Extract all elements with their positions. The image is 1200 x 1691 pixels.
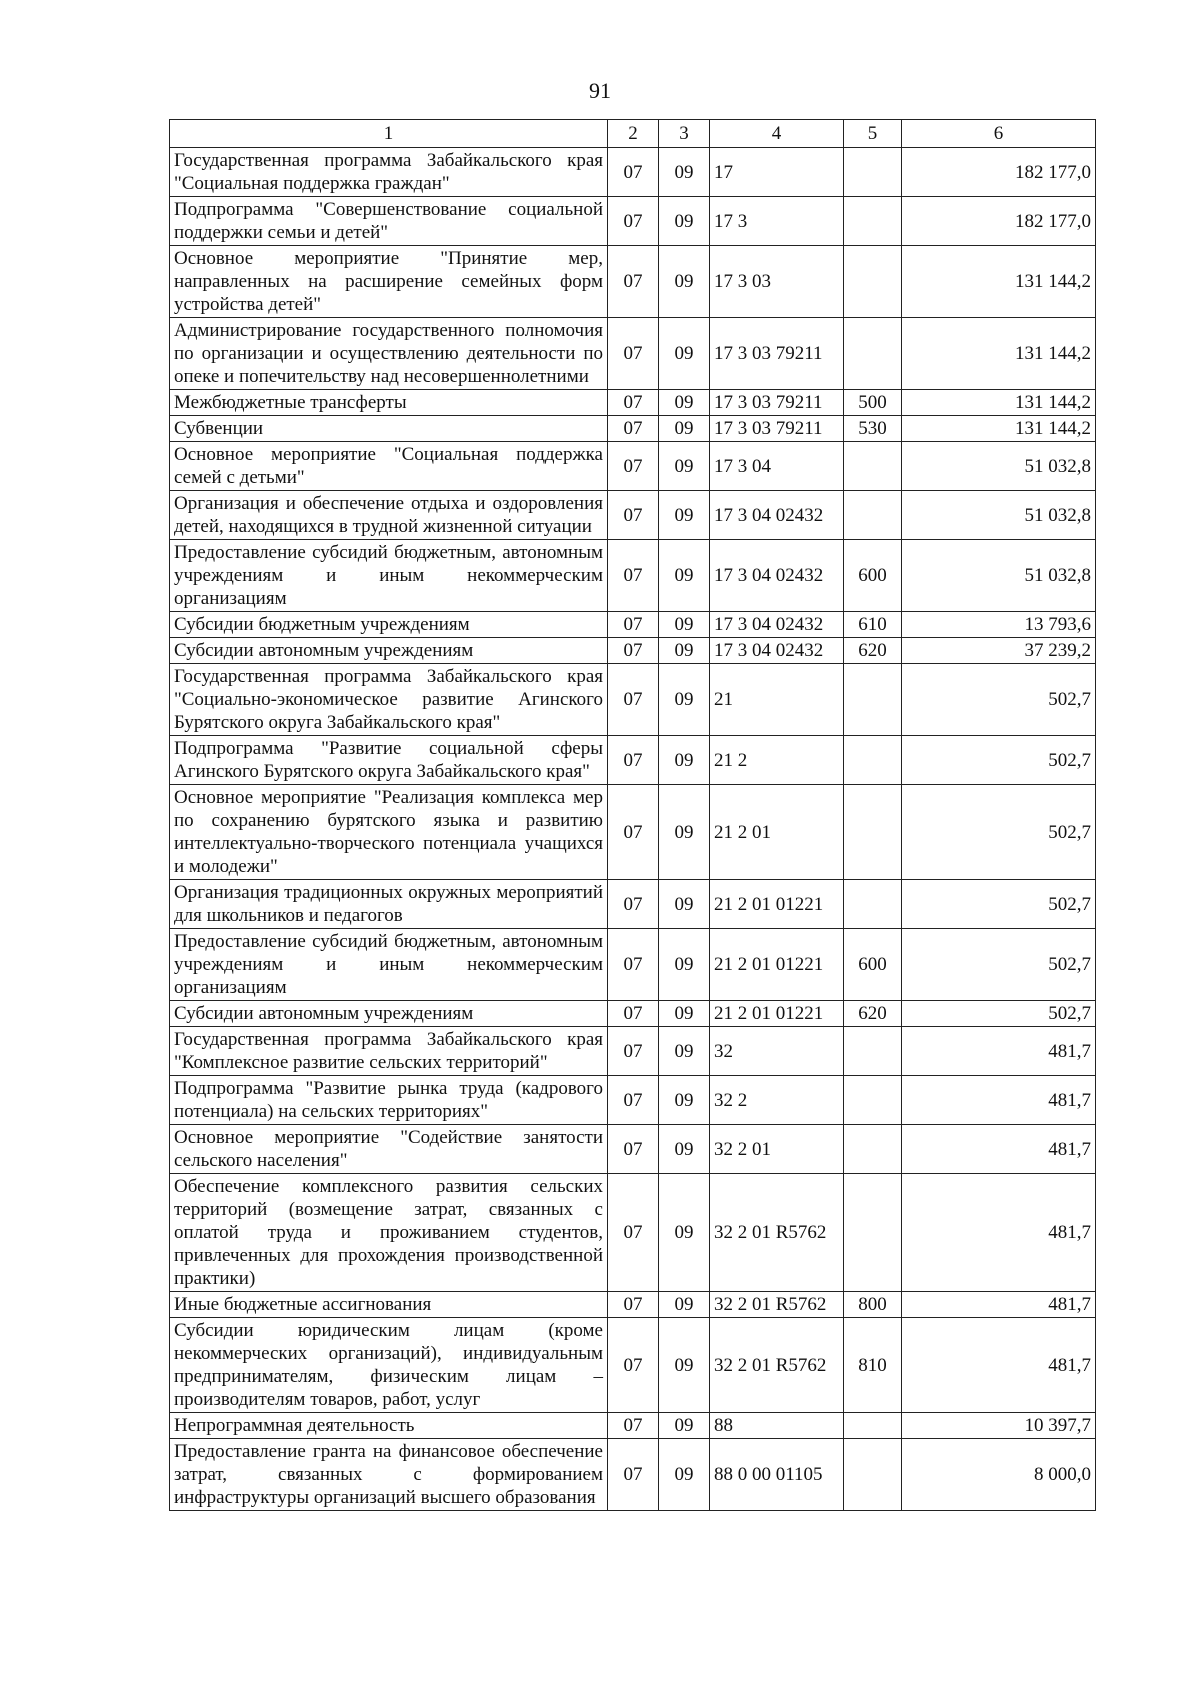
- row-section-cell: 07: [608, 318, 659, 390]
- row-name-cell: Субсидии юридическим лицам (кроме некоммерческих организаций), индивидуальным предпринимателям, физическим лицам – производителям товаров, работ, услуг: [170, 1318, 608, 1413]
- table-row: [170, 148, 1096, 197]
- row-name-cell: Непрограммная деятельность: [170, 1413, 608, 1439]
- row-type-cell: [844, 318, 902, 390]
- header-col-1: 1: [170, 120, 608, 148]
- row-type-cell: [844, 246, 902, 318]
- row-subsection-cell: 09: [659, 929, 710, 1001]
- table-row: [170, 1027, 1096, 1076]
- row-subsection-cell: 09: [659, 1413, 710, 1439]
- row-code-cell: 17 3 04 02432: [710, 491, 844, 540]
- row-name-cell: Государственная программа Забайкальского края "Социальная поддержка граждан": [170, 148, 608, 197]
- row-section-cell: 07: [608, 540, 659, 612]
- row-section-cell: 07: [608, 664, 659, 736]
- row-amount-cell: 502,7: [902, 664, 1096, 736]
- row-subsection-cell: 09: [659, 416, 710, 442]
- header-col-5: 5: [844, 120, 902, 148]
- row-name-cell: Подпрограмма "Развитие рынка труда (кадрового потенциала) на сельских территориях": [170, 1076, 608, 1125]
- row-subsection-cell: 09: [659, 664, 710, 736]
- table-header: [170, 120, 1096, 148]
- table-row: [170, 1292, 1096, 1318]
- table-row: [170, 785, 1096, 880]
- row-subsection-cell: 09: [659, 491, 710, 540]
- row-section-cell: 07: [608, 1125, 659, 1174]
- row-section-cell: 07: [608, 1413, 659, 1439]
- row-type-cell: 500: [844, 390, 902, 416]
- row-type-cell: [844, 491, 902, 540]
- row-name-cell: Субвенции: [170, 416, 608, 442]
- row-amount-cell: 51 032,8: [902, 491, 1096, 540]
- row-subsection-cell: 09: [659, 148, 710, 197]
- row-section-cell: 07: [608, 612, 659, 638]
- row-code-cell: 17 3 04 02432: [710, 638, 844, 664]
- row-name-cell: Субсидии автономным учреждениям: [170, 1001, 608, 1027]
- table-row: [170, 491, 1096, 540]
- row-name-cell: Основное мероприятие "Реализация комплекса мер по сохранению бурятского языка и развитию интеллектуально-творческого потенциала учащихся и молодежи": [170, 785, 608, 880]
- header-col-2: 2: [608, 120, 659, 148]
- row-code-cell: 88: [710, 1413, 844, 1439]
- row-code-cell: 17 3 04 02432: [710, 612, 844, 638]
- row-type-cell: [844, 1439, 902, 1511]
- row-type-cell: 610: [844, 612, 902, 638]
- row-type-cell: 600: [844, 540, 902, 612]
- row-section-cell: 07: [608, 880, 659, 929]
- row-code-cell: 17 3 03: [710, 246, 844, 318]
- row-name-cell: Организация и обеспечение отдыха и оздоровления детей, находящихся в трудной жизненной ситуации: [170, 491, 608, 540]
- table-row: [170, 318, 1096, 390]
- row-amount-cell: 131 144,2: [902, 318, 1096, 390]
- row-amount-cell: 481,7: [902, 1027, 1096, 1076]
- row-subsection-cell: 09: [659, 442, 710, 491]
- row-name-cell: Администрирование государственного полномочия по организации и осуществлению деятельности по опеке и попечительству над несовершеннолетними: [170, 318, 608, 390]
- row-type-cell: 800: [844, 1292, 902, 1318]
- row-type-cell: [844, 736, 902, 785]
- row-subsection-cell: 09: [659, 1001, 710, 1027]
- row-subsection-cell: 09: [659, 390, 710, 416]
- row-section-cell: 07: [608, 736, 659, 785]
- row-code-cell: 32 2 01 R5762: [710, 1318, 844, 1413]
- table-row: [170, 540, 1096, 612]
- row-amount-cell: 502,7: [902, 785, 1096, 880]
- row-name-cell: Предоставление субсидий бюджетным, автономным учреждениям и иным некоммерческим организациям: [170, 929, 608, 1001]
- row-section-cell: 07: [608, 416, 659, 442]
- table-row: [170, 1125, 1096, 1174]
- row-name-cell: Межбюджетные трансферты: [170, 390, 608, 416]
- row-section-cell: 07: [608, 1318, 659, 1413]
- row-type-cell: 620: [844, 638, 902, 664]
- table-row: [170, 1076, 1096, 1125]
- table-row: [170, 416, 1096, 442]
- row-code-cell: 17 3: [710, 197, 844, 246]
- row-amount-cell: 481,7: [902, 1318, 1096, 1413]
- row-code-cell: 32 2 01: [710, 1125, 844, 1174]
- row-section-cell: 07: [608, 148, 659, 197]
- row-name-cell: Предоставление гранта на финансовое обеспечение затрат, связанных с формированием инфраструктуры организаций высшего образования: [170, 1439, 608, 1511]
- row-code-cell: 32 2: [710, 1076, 844, 1125]
- row-type-cell: [844, 442, 902, 491]
- row-subsection-cell: 09: [659, 612, 710, 638]
- table-row: [170, 1413, 1096, 1439]
- row-amount-cell: 481,7: [902, 1125, 1096, 1174]
- table-row: [170, 1318, 1096, 1413]
- row-subsection-cell: 09: [659, 1318, 710, 1413]
- row-name-cell: Организация традиционных окружных мероприятий для школьников и педагогов: [170, 880, 608, 929]
- row-subsection-cell: 09: [659, 540, 710, 612]
- row-subsection-cell: 09: [659, 1174, 710, 1292]
- header-row: [170, 120, 1096, 148]
- row-subsection-cell: 09: [659, 246, 710, 318]
- row-type-cell: [844, 197, 902, 246]
- table-row: [170, 246, 1096, 318]
- row-code-cell: 17: [710, 148, 844, 197]
- row-amount-cell: 182 177,0: [902, 197, 1096, 246]
- row-section-cell: 07: [608, 1174, 659, 1292]
- table-row: [170, 390, 1096, 416]
- row-code-cell: 21 2 01: [710, 785, 844, 880]
- row-section-cell: 07: [608, 638, 659, 664]
- row-code-cell: 17 3 04 02432: [710, 540, 844, 612]
- row-amount-cell: 481,7: [902, 1174, 1096, 1292]
- row-section-cell: 07: [608, 1027, 659, 1076]
- row-code-cell: 32 2 01 R5762: [710, 1174, 844, 1292]
- row-section-cell: 07: [608, 785, 659, 880]
- row-section-cell: 07: [608, 1001, 659, 1027]
- row-type-cell: [844, 1027, 902, 1076]
- row-type-cell: 620: [844, 1001, 902, 1027]
- row-subsection-cell: 09: [659, 785, 710, 880]
- budget-table: [169, 119, 1096, 1511]
- row-subsection-cell: 09: [659, 1125, 710, 1174]
- row-section-cell: 07: [608, 442, 659, 491]
- table-row: [170, 442, 1096, 491]
- row-code-cell: 21 2 01 01221: [710, 929, 844, 1001]
- table-row: [170, 929, 1096, 1001]
- header-col-3: 3: [659, 120, 710, 148]
- header-col-4: 4: [710, 120, 844, 148]
- row-type-cell: 530: [844, 416, 902, 442]
- row-code-cell: 21: [710, 664, 844, 736]
- header-col-6: 6: [902, 120, 1096, 148]
- row-subsection-cell: 09: [659, 1439, 710, 1511]
- row-section-cell: 07: [608, 929, 659, 1001]
- row-code-cell: 21 2 01 01221: [710, 1001, 844, 1027]
- row-amount-cell: 182 177,0: [902, 148, 1096, 197]
- row-type-cell: [844, 148, 902, 197]
- row-amount-cell: 502,7: [902, 929, 1096, 1001]
- row-section-cell: 07: [608, 1292, 659, 1318]
- page-number: 91: [589, 78, 611, 103]
- row-subsection-cell: 09: [659, 880, 710, 929]
- row-amount-cell: 51 032,8: [902, 540, 1096, 612]
- row-amount-cell: 51 032,8: [902, 442, 1096, 491]
- row-subsection-cell: 09: [659, 736, 710, 785]
- row-code-cell: 21 2 01 01221: [710, 880, 844, 929]
- table-body: [170, 148, 1096, 1511]
- row-type-cell: [844, 1076, 902, 1125]
- row-code-cell: 88 0 00 01105: [710, 1439, 844, 1511]
- row-amount-cell: 10 397,7: [902, 1413, 1096, 1439]
- row-code-cell: 17 3 03 79211: [710, 390, 844, 416]
- row-amount-cell: 8 000,0: [902, 1439, 1096, 1511]
- table-row: [170, 1439, 1096, 1511]
- row-code-cell: 17 3 03 79211: [710, 416, 844, 442]
- row-name-cell: Обеспечение комплексного развития сельских территорий (возмещение затрат, связанных с оплатой труда и проживанием студентов, привлеченных для прохождения производственной практики): [170, 1174, 608, 1292]
- row-type-cell: [844, 1174, 902, 1292]
- row-type-cell: [844, 785, 902, 880]
- row-type-cell: [844, 880, 902, 929]
- table-row: [170, 736, 1096, 785]
- row-name-cell: Государственная программа Забайкальского края "Комплексное развитие сельских территорий": [170, 1027, 608, 1076]
- row-type-cell: 810: [844, 1318, 902, 1413]
- row-section-cell: 07: [608, 1439, 659, 1511]
- table-row: [170, 1174, 1096, 1292]
- row-type-cell: [844, 1125, 902, 1174]
- row-name-cell: Основное мероприятие "Принятие мер, направленных на расширение семейных форм устройства детей": [170, 246, 608, 318]
- row-amount-cell: 481,7: [902, 1076, 1096, 1125]
- row-amount-cell: 131 144,2: [902, 390, 1096, 416]
- row-code-cell: 32 2 01 R5762: [710, 1292, 844, 1318]
- row-name-cell: Основное мероприятие "Содействие занятости сельского населения": [170, 1125, 608, 1174]
- row-section-cell: 07: [608, 390, 659, 416]
- row-subsection-cell: 09: [659, 318, 710, 390]
- row-name-cell: Субсидии бюджетным учреждениям: [170, 612, 608, 638]
- row-section-cell: 07: [608, 246, 659, 318]
- row-name-cell: Предоставление субсидий бюджетным, автономным учреждениям и иным некоммерческим организациям: [170, 540, 608, 612]
- row-amount-cell: 502,7: [902, 1001, 1096, 1027]
- row-amount-cell: 37 239,2: [902, 638, 1096, 664]
- row-type-cell: [844, 1413, 902, 1439]
- row-subsection-cell: 09: [659, 638, 710, 664]
- row-amount-cell: 502,7: [902, 736, 1096, 785]
- row-subsection-cell: 09: [659, 1076, 710, 1125]
- row-name-cell: Подпрограмма "Совершенствование социальной поддержки семьи и детей": [170, 197, 608, 246]
- row-name-cell: Основное мероприятие "Социальная поддержка семей с детьми": [170, 442, 608, 491]
- row-code-cell: 17 3 04: [710, 442, 844, 491]
- row-code-cell: 21 2: [710, 736, 844, 785]
- row-type-cell: [844, 664, 902, 736]
- row-name-cell: Подпрограмма "Развитие социальной сферы Агинского Бурятского округа Забайкальского края": [170, 736, 608, 785]
- row-amount-cell: 502,7: [902, 880, 1096, 929]
- table-row: [170, 197, 1096, 246]
- table-row: [170, 612, 1096, 638]
- row-code-cell: 32: [710, 1027, 844, 1076]
- row-type-cell: 600: [844, 929, 902, 1001]
- row-amount-cell: 131 144,2: [902, 246, 1096, 318]
- row-amount-cell: 481,7: [902, 1292, 1096, 1318]
- row-name-cell: Государственная программа Забайкальского края "Социально-экономическое развитие Агинского Бурятского округа Забайкальского края": [170, 664, 608, 736]
- row-amount-cell: 13 793,6: [902, 612, 1096, 638]
- row-section-cell: 07: [608, 197, 659, 246]
- row-name-cell: Иные бюджетные ассигнования: [170, 1292, 608, 1318]
- row-code-cell: 17 3 03 79211: [710, 318, 844, 390]
- row-section-cell: 07: [608, 1076, 659, 1125]
- row-subsection-cell: 09: [659, 1292, 710, 1318]
- row-section-cell: 07: [608, 491, 659, 540]
- row-amount-cell: 131 144,2: [902, 416, 1096, 442]
- row-subsection-cell: 09: [659, 1027, 710, 1076]
- row-subsection-cell: 09: [659, 197, 710, 246]
- row-name-cell: Субсидии автономным учреждениям: [170, 638, 608, 664]
- table-row: [170, 880, 1096, 929]
- table-row: [170, 1001, 1096, 1027]
- table-row: [170, 638, 1096, 664]
- table-row: [170, 664, 1096, 736]
